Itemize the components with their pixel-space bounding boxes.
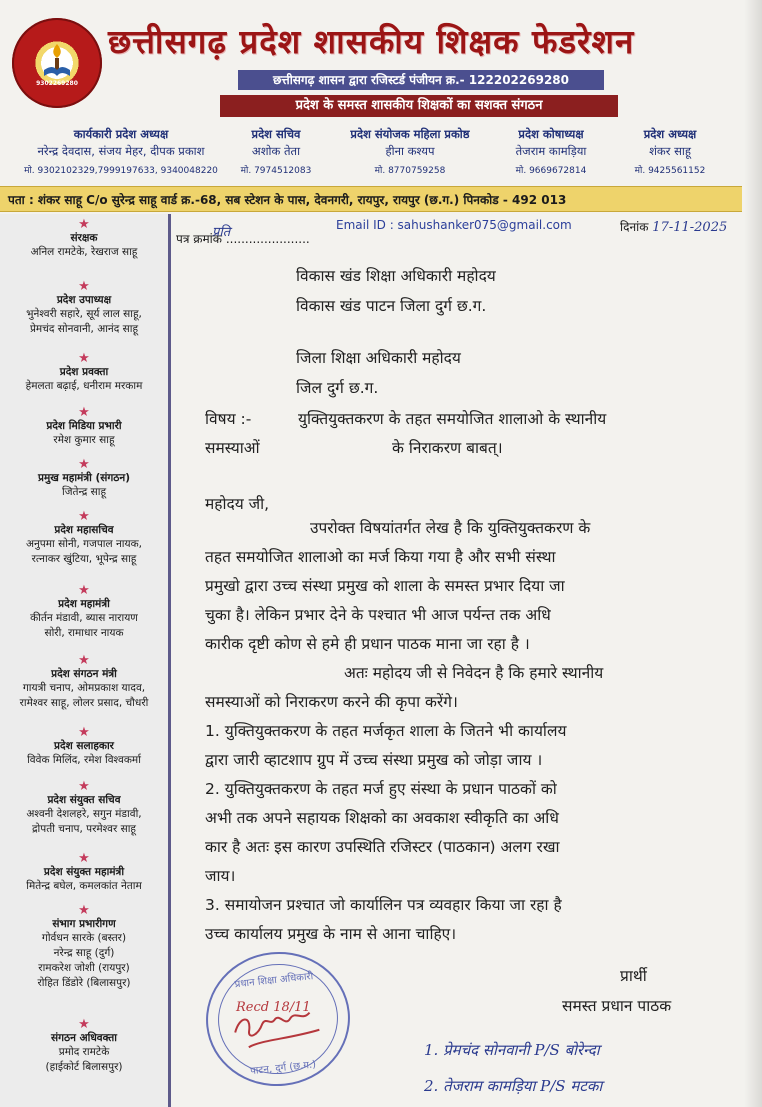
officer-treasurer (496, 126, 606, 178)
sidebar-line: नरेन्द्र साहू (दुर्ग) (53, 947, 115, 959)
addressee-1-line-2: विकास खंड पाटन जिला दुर्ग छ.ग. (296, 297, 487, 315)
star-icon: ★ (78, 279, 90, 294)
subject-line-1: युक्तियुक्तकरण के तहत समयोजित शालाओ के स्थानीय (298, 410, 607, 428)
sidebar-line: जितेन्द्र साहू (61, 486, 107, 498)
sidebar-line: अनिल रामटेके, रेखराज साहू (30, 246, 138, 258)
star-icon: ★ (78, 351, 90, 366)
sidebar-group (0, 406, 168, 448)
star-icon: ★ (78, 653, 90, 668)
officer-role: कार्यकारी प्रदेश अध्यक्ष (73, 127, 169, 141)
point-line: द्वारा जारी व्हाटशाप ग्रुप में उच्च संस्था प्रमुख को जोड़ा जाय । (205, 751, 543, 769)
paragraph-line: उपरोक्त विषयांतर्गत लेख है कि युक्तियुक्तकरण के (310, 519, 591, 537)
officer-names: शंकर साहू (649, 144, 691, 158)
sidebar-line: (हाईकोर्ट बिलासपुर) (45, 1061, 123, 1073)
point-line: जाय। (205, 867, 236, 885)
email-id: Email ID : sahushanker075@gmail.com (336, 218, 572, 232)
officer-names: नरेन्द्र देवदास, संजय मेहर, दीपक प्रकाश (37, 144, 205, 158)
sidebar-title: संगठन अधिवक्ता (51, 1032, 117, 1044)
star-icon: ★ (78, 725, 90, 740)
star-icon: ★ (78, 779, 90, 794)
stamp-bottom-text: पाटन, दुर्ग (छ.ग.) (249, 1059, 317, 1078)
point-line: उच्च कार्यालय प्रमुख के नाम से आना चाहिए। (205, 925, 457, 943)
sidebar-group (0, 584, 168, 641)
star-icon: ★ (78, 903, 90, 918)
registration-banner: छत्तीसगढ़ शासन द्वारा रजिस्टर्ड पंजीयन क्र.- 122202269280 (238, 70, 604, 90)
torch-icon (38, 40, 76, 80)
reference-label: पत्र क्रमांक (176, 232, 222, 246)
sidebar-line: अनुपमा सोनी, गजपाल नायक, (25, 538, 143, 550)
sidebar-line: प्रमोद रामटेके (58, 1046, 110, 1058)
sidebar-title: प्रमुख महामंत्री (संगठन) (37, 472, 131, 484)
sidebar-line: गायत्री चनाप, ओमप्रकाश यादव, (22, 682, 146, 694)
sidebar-line: रत्नाकर खुंटिया, भूपेन्द्र साहू (31, 553, 137, 565)
sidebar-group (0, 280, 168, 337)
sidebar-title: प्रदेश उपाध्यक्ष (56, 294, 112, 306)
officer-president (610, 126, 730, 178)
officer-women-convenor (326, 126, 494, 178)
addressee-2-line-1: जिला शिक्षा अधिकारी महोदय (296, 349, 461, 367)
closing-all-headmasters: समस्त प्रधान पाठक (562, 997, 672, 1015)
sidebar-title: प्रदेश संयुक्त सचिव (47, 794, 121, 806)
officer-names: हीना कश्यप (385, 144, 435, 158)
reference-number (176, 230, 310, 247)
officer-mobile: मो. 9425561152 (634, 166, 706, 176)
closing-petitioner: प्रार्थी (620, 967, 647, 985)
sidebar-line: द्रोपती चनाप, परमेश्वर साहू (31, 823, 137, 835)
sidebar-title: प्रदेश मिडिया प्रभारी (46, 420, 122, 432)
salutation: महोदय जी, (205, 495, 270, 513)
members-sidebar (0, 214, 171, 1107)
paragraph-line: तहत समयोजित शालाओ का मर्ज किया गया है और सभी संस्था (205, 548, 556, 566)
addressee-2-line-2: जिल दुर्ग छ.ग. (296, 379, 379, 397)
sidebar-group (0, 218, 168, 260)
sidebar-group (0, 726, 168, 768)
sidebar-line: हेमलता बढ़ाई, धनीराम मरकाम (25, 380, 143, 392)
paragraph-line: अतः महोदय जी से निवेदन है कि हमारे स्थानीय (344, 664, 604, 682)
organization-name: छत्तीसगढ़ प्रदेश शासकीय शिक्षक फेडरेशन (108, 22, 635, 61)
sidebar-title: प्रदेश प्रवक्ता (59, 366, 109, 378)
point-line: 2. युक्तियुक्तकरण के तहत मर्ज हुए संस्था के प्रधान पाठकों को (205, 780, 557, 798)
stamp-received-note: Recd 18/11 (236, 1000, 311, 1015)
sidebar-line: भुनेश्वरी सहारे, सूर्य लाल साहू, (26, 308, 142, 320)
paragraph-line: चुका है। लेकिन प्रभार देने के पश्चात भी आज पर्यन्त तक अधि (205, 606, 551, 624)
officer-mobile: मो. 9302102329,7999197633, 9340048220 (24, 166, 218, 176)
sidebar-group (0, 458, 168, 500)
sidebar-group (0, 780, 168, 837)
address-bar: पता : शंकर साहू C/o सुरेन्द्र साहू वार्ड क्र.-68, सब स्टेशन के पास, देवनगरी, रायपुर, रायपुर (छ.ग.) पिनकोड - 492 013 (0, 186, 742, 212)
sidebar-line: विवेक मिलिंद, रमेश विश्वकर्मा (27, 754, 141, 766)
officer-role: प्रदेश अध्यक्ष (643, 127, 697, 141)
officer-working-president (10, 126, 232, 178)
point-line: अभी तक अपने सहायक शिक्षको का अवकाश स्वीकृति का अधि (205, 809, 559, 827)
tagline-banner: प्रदेश के समस्त शासकीय शिक्षकों का सशक्त संगठन (220, 95, 618, 117)
officer-role: प्रदेश कोषाध्यक्ष (518, 127, 584, 141)
star-icon: ★ (78, 583, 90, 598)
sidebar-title: संभाग प्रभारीगण (52, 918, 116, 930)
sidebar-line: रामेश्वर साहू, लोलर प्रसाद, चौधरी (19, 697, 149, 709)
sidebar-title: प्रदेश संगठन मंत्री (51, 668, 117, 680)
subject-line-2: के निराकरण बाबत्। (392, 439, 503, 457)
point-line: कार है अतः इस कारण उपस्थिति रजिस्टर (पाठकान) अलग रखा (205, 838, 560, 856)
officer-names: तेजराम कामड़िया (515, 144, 587, 158)
officer-mobile: मो. 8770759258 (374, 166, 446, 176)
sidebar-line: गोर्वधन सारके (बस्तर) (41, 932, 127, 944)
sidebar-line: रामकरेश जोशी (रायपुर) (38, 962, 130, 974)
federation-logo-icon (12, 18, 102, 108)
sidebar-title: प्रदेश महासचिव (54, 524, 114, 536)
sidebar-group (0, 510, 168, 567)
sidebar-line: सोरी, रामाधार नायक (44, 627, 124, 639)
sidebar-title: प्रदेश महामंत्री (58, 598, 110, 610)
star-icon: ★ (78, 457, 90, 472)
point-line: 3. समायोजन प्रश्चात जो कार्यालिन पत्र व्यवहार किया जा रहा है (205, 896, 562, 914)
sidebar-title: प्रदेश सलाहकार (54, 740, 114, 752)
sidebar-group (0, 654, 168, 711)
point-line: 1. युक्तियुक्तकरण के तहत मर्जकृत शाला के जितने भी कार्यालय (205, 722, 567, 740)
star-icon: ★ (78, 1017, 90, 1032)
sidebar-line: रोहित डिंडोरे (बिलासपुर) (37, 977, 131, 989)
paragraph-line: समस्याओं को निराकरण करने की कृपा करेंगे। (205, 693, 458, 711)
reference-dots: ...................... (225, 232, 310, 246)
officer-role: प्रदेश संयोजक महिला प्रकोष्ठ (350, 127, 470, 141)
sidebar-group (0, 904, 168, 991)
sidebar-line: मितेन्द्र बघेल, कमलकांत नेताम (26, 880, 142, 892)
subject-label-2: समस्याओं (205, 439, 260, 457)
logo-number: 9302269280 (36, 80, 78, 87)
officer-names: अशोक तेता (251, 144, 301, 158)
addressee-1-line-1: विकास खंड शिक्षा अधिकारी महोदय (296, 267, 496, 285)
officer-mobile: मो. 7974512083 (240, 166, 312, 176)
paragraph-line: कारीक दृष्टी कोण से हमे ही प्रधान पाठक माना जा रहा है । (205, 635, 530, 653)
subject-label: विषय :- (205, 410, 252, 428)
sidebar-group (0, 852, 168, 894)
star-icon: ★ (78, 405, 90, 420)
sidebar-line: रमेश कुमार साहू (53, 434, 115, 446)
officer-role: प्रदेश सचिव (251, 127, 301, 141)
date-label: दिनांक (620, 220, 649, 234)
sidebar-title: संरक्षक (70, 232, 98, 244)
sidebar-line: कीर्तन मंडावी, ब्यास नारायण (30, 612, 138, 624)
sidebar-title: प्रदेश संयुक्त महामंत्री (43, 866, 125, 878)
sidebar-line: प्रेमचंद सोनवानी, आनंद साहू (29, 323, 139, 335)
sidebar-group (0, 352, 168, 394)
officer-mobile: मो. 9669672814 (515, 166, 587, 176)
signatory-1: 1. प्रेमचंद सोनवानी P/S बोरेन्दा (424, 1041, 600, 1059)
officer-secretary (230, 126, 322, 178)
receipt-stamp (199, 945, 356, 1093)
star-icon: ★ (78, 217, 90, 232)
signatory-2: 2. तेजराम कामड़िया P/S मटका (424, 1077, 603, 1095)
star-icon: ★ (78, 851, 90, 866)
paragraph-line: प्रमुखो द्वारा उच्च संस्था प्रमुख को शाला के समस्त प्रभार दिया जा (205, 577, 565, 595)
letter-date (620, 218, 727, 235)
sidebar-group (0, 1018, 168, 1075)
date-value: 17-11-2025 (652, 220, 728, 235)
stamp-top-text: प्रधान शिक्षा अधिकारी (234, 971, 314, 991)
prati-text: प्रति (212, 225, 231, 240)
star-icon: ★ (78, 509, 90, 524)
sidebar-line: अश्वनी देशलहरे, सगुन मंडावी, (26, 808, 142, 820)
